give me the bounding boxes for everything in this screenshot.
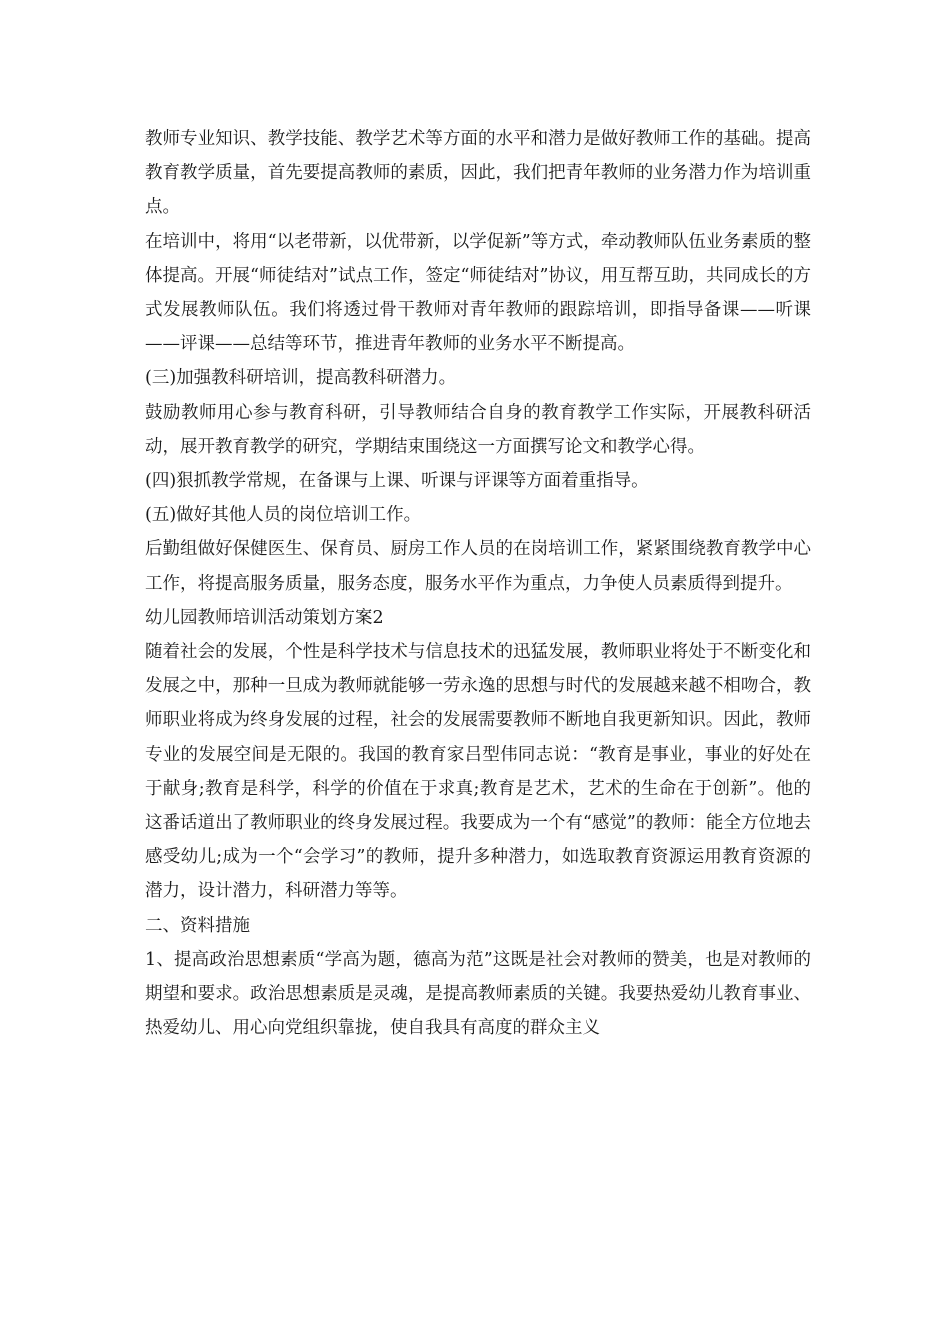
paragraph-staff: 后勤组做好保健医生、保育员、厨房工作人员的在岗培训工作，紧紧围绕教育教学中心工作，将提高服务质量，服务态度，服务水平作为重点，力争使人员素质得到提升。 [145, 539, 811, 594]
section-heading-routine: (四)狠抓教学常规，在备课与上课、听课与评课等方面着重指导。 [145, 471, 649, 492]
section-heading-research: (三)加强教科研培训，提高教科研潜力。 [145, 368, 457, 389]
paragraph-teacher-quality: 教师专业知识、教学技能、教学艺术等方面的水平和潜力是做好教师工作的基础。提高教育教学质量，首先要提高教师的素质，因此，我们把青年教师的业务潜力作为培训重点。 [145, 129, 811, 218]
document-body [145, 122, 811, 1045]
paragraph-background: 随着社会的发展，个性是科学技术与信息技术的迅猛发展，教师职业将处于不断变化和发展之中，那种一旦成为教师就能够一劳永逸的思想与时代的发展越来越不相吻合，教师职业将成为终身发展的过程，社会的发展需要教师不断地自我更新知识。因此，教师专业的发展空间是无限的。我国的教育家吕型伟同志说：“教育是事业，事业的好处在于献身;教育是科学，科学的价值在于求真;教育是艺术，艺术的生命在于创新”。他的这番话道出了教师职业的终身发展过程。我要成为一个有“感觉”的教师：能全方位地去感受幼儿;成为一个“会学习”的教师，提升多种潜力，如选取教育资源运用教育资源的潜力，设计潜力，科研潜力等等。 [145, 642, 811, 902]
section-heading-measures: 二、资料措施 [145, 915, 250, 936]
paragraph-mentoring: 在培训中，将用“以老带新，以优带新，以学促新”等方式，牵动教师队伍业务素质的整体提高。开展“师徒结对”试点工作，签定“师徒结对”协议，用互帮互助，共同成长的方式发展教师队伍。我们将透过骨干教师对青年教师的跟踪培训，即指导备课——听课——评课——总结等环节，推进青年教师的业务水平不断提高。 [145, 231, 811, 355]
section-heading-staff: (五)做好其他人员的岗位培训工作。 [145, 505, 422, 526]
paragraph-political-quality: 1、提高政治思想素质“学高为题，德高为范”这既是社会对教师的赞美，也是对教师的期望和要求。政治思想素质是灵魂，是提高教师素质的关键。我要热爱幼儿教育事业、热爱幼儿、用心向党组织靠拢，使自我具有高度的群众主义 [145, 949, 811, 1039]
paragraph-research: 鼓励教师用心参与教育科研，引导教师结合自身的教育教学工作实际，开展教科研活动，展开教育教学的研究，学期结束围绕这一方面撰写论文和教学心得。 [145, 402, 811, 457]
plan-title: 幼儿园教师培训活动策划方案2 [145, 607, 384, 628]
